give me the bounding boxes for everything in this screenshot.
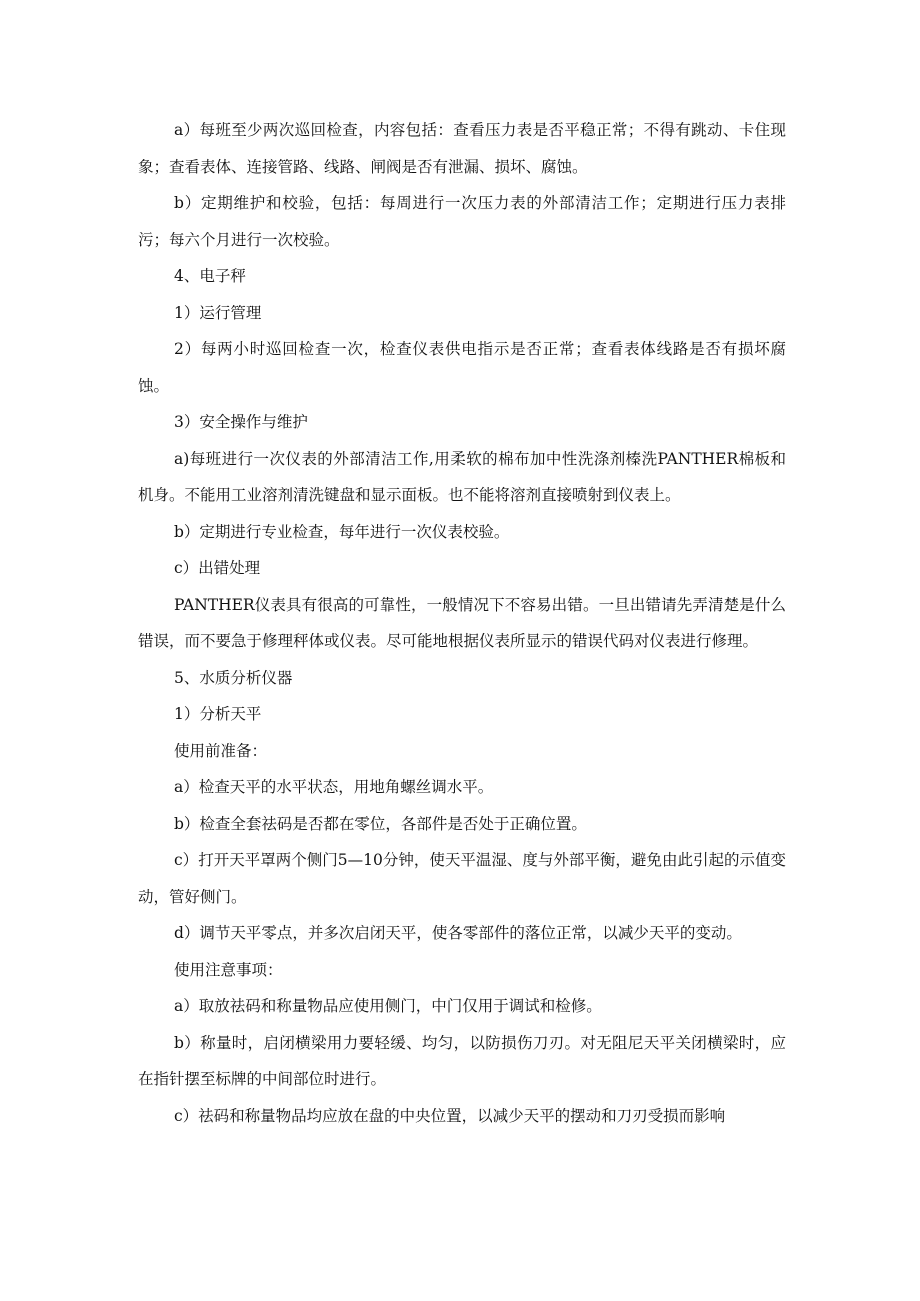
paragraph-caution-b: b）称量时，启闭横梁用力要轻缓、均匀，以防损伤刀刃。对无阻尼天平关闭横梁时，应在指针摆至标牌的中间部位时进行。 (138, 1033, 786, 1088)
paragraph-caution-a: a）取放祛码和称量物品应使用侧门，中门仅用于调试和检修。 (174, 997, 602, 1015)
paragraph-calibration-b: b）定期进行专业检查，每年进行一次仪表校验。 (174, 522, 510, 541)
paragraph-maintenance-b: b）定期维护和校验，包括：每周进行一次压力表的外部清洁工作；定期进行压力表排污；每六个月进行一次校验。 (138, 194, 786, 249)
heading-electronic-scale: 4、电子秤 (174, 267, 246, 285)
paragraph-prep-b: b）检查全套祛码是否都在零位，各部件是否处于正确位置。 (174, 814, 587, 833)
paragraph-prep-c: c）打开天平罩两个侧门5—10分钟，使天平温湿、度与外部平衡，避免由此引起的示值变动，管好侧门。 (138, 851, 786, 906)
paragraph-inspection-a: a）每班至少两次巡回检查，内容包括：查看压力表是否平稳正常；不得有跳动、卡住现象；查看表体、连接管路、线路、闸阀是否有泄漏、损坏、腐蚀。 (138, 121, 786, 176)
label-preparation: 使用前准备： (174, 741, 268, 760)
paragraph-inspection-2: 2）每两小时巡回检查一次，检查仪表供电指示是否正常；查看表体线路是否有损坏腐蚀。 (138, 340, 786, 395)
paragraph-prep-a: a）检查天平的水平状态，用地角螺丝调水平。 (174, 778, 494, 796)
paragraph-caution-c: c）祛码和称量物品均应放在盘的中央位置，以减少天平的摆动和刀刃受损而影响 (174, 1106, 726, 1125)
paragraph-cleaning-a: a)每班进行一次仪表的外部清洁工作,用柔软的棉布加中性洗涤剂榛洗PANTHER棉板和机身。不能用工业溶剂清洗键盘和显示面板。也不能将溶剂直接喷射到仪表上。 (138, 449, 786, 504)
heading-water-quality-instruments: 5、水质分析仪器 (174, 668, 293, 687)
paragraph-error-handling: PANTHER仪表具有很高的可靠性，一般情况下不容易出错。一旦出错请先弄清楚是什么错误，而不要急于修理秤体或仪表。尽可能地根据仪表所显示的错误代码对仪表进行修理。 (138, 595, 786, 650)
paragraph-prep-d: d）调节天平零点，并多次启闭天平，使各零部件的落位正常，以减少天平的变动。 (174, 924, 742, 942)
document-page (138, 112, 786, 1134)
subheading-safety-operation: 3）安全操作与维护 (174, 413, 308, 431)
subheading-error-handling: c）出错处理 (174, 559, 261, 577)
subheading-analytical-balance: 1）分析天平 (174, 705, 262, 723)
subheading-operation-management: 1）运行管理 (174, 303, 262, 322)
label-precautions: 使用注意事项： (174, 960, 283, 979)
